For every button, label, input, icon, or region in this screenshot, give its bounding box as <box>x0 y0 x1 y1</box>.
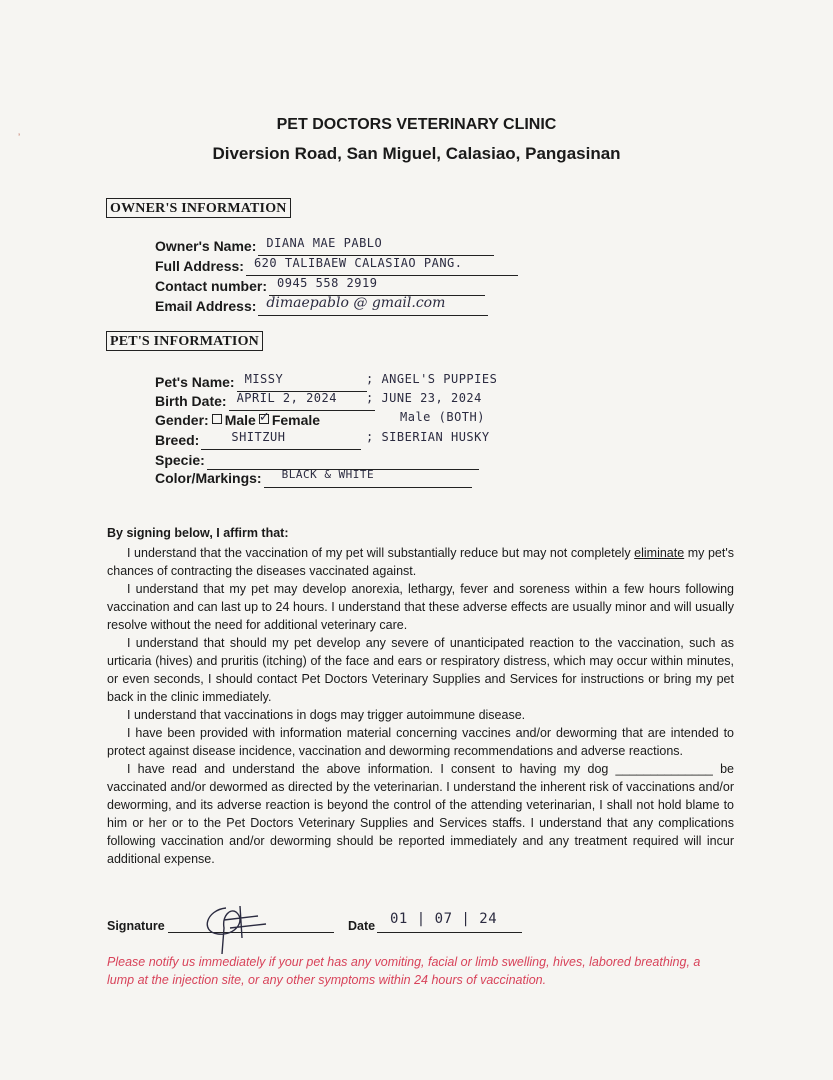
signature-label: Signature <box>107 919 165 933</box>
signature-scribble-icon <box>196 898 276 956</box>
pet-section-heading: PET'S INFORMATION <box>106 331 263 351</box>
consent-p1-text-end: my pet's chances of contracting the diseases vaccinated against. <box>107 546 734 578</box>
consent-paragraph-4: I understand that vaccinations in dogs may trigger autoimmune disease. <box>127 708 526 722</box>
color-field <box>155 468 472 488</box>
gender-label: Gender: <box>155 412 209 428</box>
birth-date-value: APRIL 2, 2024 <box>236 391 337 405</box>
breed-label: Breed: <box>155 432 200 448</box>
contact-label: Contact number: <box>155 278 267 294</box>
consent-heading: By signing below, I affirm that: <box>107 526 289 540</box>
consent-p1-text: I understand that the vaccination of my pet will substantially reduce but may not completely <box>127 546 631 560</box>
gender-extra: Male (BOTH) <box>400 410 485 424</box>
clinic-name: PET DOCTORS VETERINARY CLINIC <box>276 116 557 133</box>
post-vaccination-notice: Please notify us immediately if your pet has any vomiting, facial or limb swelling, hives, labored breathing, a lump at the injection site, or any other symptoms within 24 hours of vaccination. <box>107 955 701 987</box>
owner-name-value: DIANA MAE PABLO <box>266 236 383 250</box>
email-value: dimaepablo @ gmail.com <box>266 295 446 311</box>
consent-paragraph-6: I have read and understand the above information. I consent to having my dog ______________ be vaccinated and/or dewormed as directed by the veterinarian. I understand the inherent risk of vaccinations and/or deworming, and its adverse reaction is beyond the control of the attending veterinarian, I shall not hold blame to him or her or to the Pet Doctors Veterinary Supplies and Services staffs. I understand that any complications following vaccination and/or deworming should be reported immediately and any treatment required will incur additional expense. <box>107 762 734 866</box>
date-value: 01 | 07 | 24 <box>390 911 498 927</box>
email-field <box>155 296 488 316</box>
female-checkbox[interactable] <box>258 409 270 424</box>
breed-value: SHITZUH <box>231 430 286 444</box>
address-value: 620 TALIBAEW CALASIAO PANG. <box>253 256 463 270</box>
email-label: Email Address: <box>155 298 257 314</box>
consent-paragraph-5: I have been provided with information material concerning vaccines and/or deworming that are intended to protect against disease incidence, vaccination and deworming recommendations and adverse reactions. <box>107 726 734 758</box>
breed-line[interactable] <box>201 431 361 450</box>
breed-extra: ; SIBERIAN HUSKY <box>366 430 490 444</box>
address-label: Full Address: <box>155 258 244 274</box>
birth-date-line[interactable] <box>229 392 375 411</box>
color-line[interactable] <box>264 469 472 488</box>
pet-name-extra: ; ANGEL'S PUPPIES <box>366 372 498 386</box>
consent-paragraph-2: I understand that my pet may develop anorexia, lethargy, fever and soreness within a few hours following vaccination and can last up to 24 hours. I understand that these adverse effects are usually minor and will usually resolve without the need for additional veterinary care. <box>107 582 734 632</box>
email-line[interactable] <box>258 297 488 316</box>
birth-date-label: Birth Date: <box>155 393 227 409</box>
consent-p1-underlined: eliminate <box>634 546 685 560</box>
stray-mark: ʼ <box>18 133 21 144</box>
color-value: BLACK & WHITE <box>281 468 375 481</box>
date-label: Date <box>348 919 376 933</box>
specie-label: Specie: <box>155 452 205 468</box>
male-label: Male <box>224 412 256 428</box>
pet-name-value: MISSY <box>244 372 284 386</box>
male-checkbox[interactable] <box>212 414 222 424</box>
owner-section-heading: OWNER'S INFORMATION <box>106 198 291 218</box>
breed-field <box>155 430 361 450</box>
consent-paragraph-3: I understand that should my pet develop any severe of unanticipated reaction to the vaccination, such as urticaria (hives) and pruritis (itching) of the face and ears or respiratory distress, which may occur within minutes, or even seconds, I should contact Pet Doctors Veterinary Supplies and Services for instructions or bring my pet back in the clinic immediately. <box>107 636 734 704</box>
owner-name-label: Owner's Name: <box>155 238 257 254</box>
birth-date-extra: ; JUNE 23, 2024 <box>366 391 482 405</box>
check-mark-icon: ✓ <box>258 409 270 424</box>
consent-paragraph-1 <box>107 544 734 580</box>
pet-name-label: Pet's Name: <box>155 374 235 390</box>
clinic-address: Diversion Road, San Miguel, Calasiao, Pangasinan <box>212 144 621 163</box>
color-label: Color/Markings: <box>155 470 262 486</box>
contact-value: 0945 558 2919 <box>277 276 378 290</box>
consent-section <box>107 524 734 868</box>
female-label: Female <box>271 412 321 428</box>
